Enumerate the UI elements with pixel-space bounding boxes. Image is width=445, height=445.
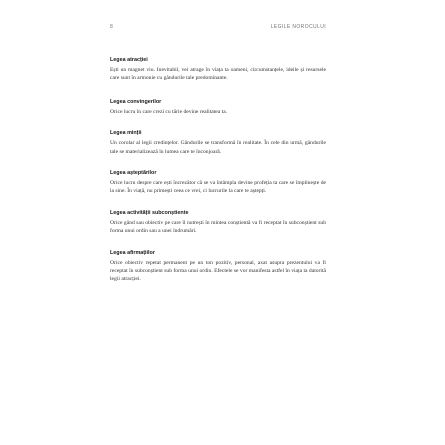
law-title: Legea convingerilor [110,98,162,105]
law-text: Orice obiectiv repetat permanent pe un ton pozitiv, personal, axat asupra prezentului va fi receptat în subconștient sub forma unui ordin. Efectele se vor manifesta astfel în viața ta datorită legii atracției. [110,259,326,283]
law-section-subconscious [110,210,326,236]
running-head: LEGILE NOROCULUI [270,24,326,30]
law-text: Orice lucru în care crezi cu tărie devine realitatea ta. [110,108,228,115]
law-title: Legea activității subconștiente [110,209,189,216]
law-section-beliefs [110,99,326,116]
law-section-mind [110,130,326,156]
law-section-expectations [110,170,326,196]
law-title: Legea afirmațiilor [110,249,155,256]
law-text: Orice lucru despre care ești încrezător că se va întâmpla devine profeția ta care se împlinește de la sine. În viață, nu primești ceea ce vrei, ci lucrurile la care te aștepți. [110,180,326,195]
page-header [110,24,326,36]
page-content [110,57,326,300]
law-text: Ești un magnet viu. Inevitabil, vei atrage în viața ta oameni, circumstanțele, ideile și resursele care sunt în armonie cu gândurile tale predominante. [110,67,326,82]
law-title: Legea atracției [110,57,148,63]
law-section-affirmations [110,250,326,284]
law-section-attraction [110,57,326,83]
law-text: Un corolar al legii credințelor. Gândurile se transformă în realitate. În cele din urmă, gândurile tale se materializează în lumea care te înconjoară. [110,140,326,155]
law-text: Orice gând sau obiectiv pe care îl nutrești în mintea conștientă va fi receptat în subconștient sub forma unui ordin sau a unei îndrumări. [110,219,326,235]
law-title: Legea așteptărilor [110,170,157,177]
law-title: Legea minții [110,130,142,137]
page-number: 8 [110,24,113,30]
